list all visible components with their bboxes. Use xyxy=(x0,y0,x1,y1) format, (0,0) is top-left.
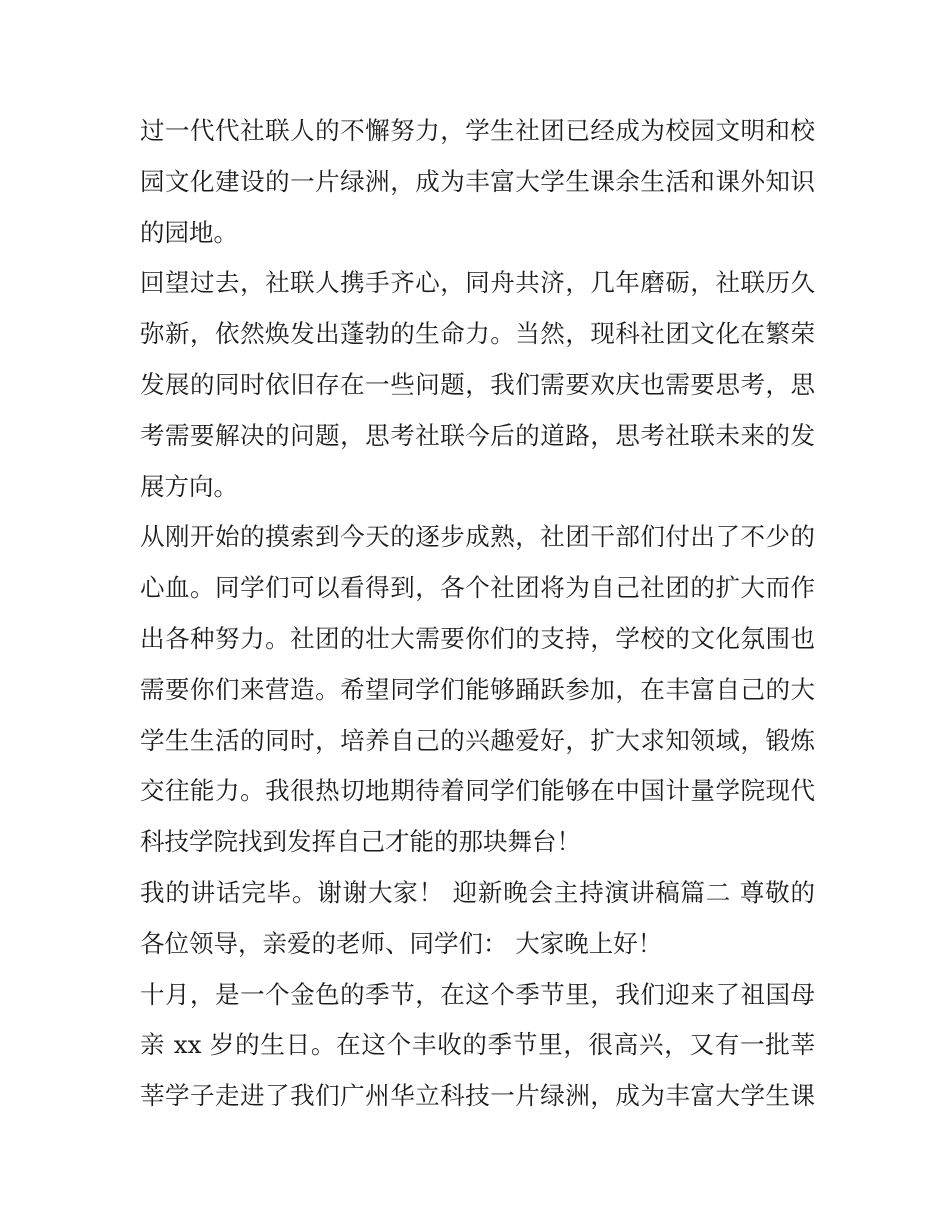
text-line: 十月，是一个金色的季节，在这个季节里，我们迎来了祖国母 xyxy=(140,979,815,1009)
text-line: 过一代代社联人的不懈努力，学生社团已经成为校园文明和校 xyxy=(140,116,815,145)
text-line: 展方向。 xyxy=(140,471,238,501)
text-line: 回望过去，社联人携手齐心，同舟共济，几年磨砺，社联历久 xyxy=(140,268,815,298)
text-line: 发展的同时依旧存在一些问题，我们需要欢庆也需要思考，思 xyxy=(140,369,815,399)
text-line: 心血。同学们可以看得到，各个社团将为自己社团的扩大而作 xyxy=(140,573,815,603)
paragraph xyxy=(140,258,815,512)
document-body xyxy=(140,106,815,1122)
paragraph xyxy=(140,512,815,868)
text-line: 各位领导，亲爱的老师、同学们： 大家晚上好！ xyxy=(140,928,663,958)
text-line: 莘学子走进了我们广州华立科技一片绿洲，成为丰富大学生课 xyxy=(140,1081,815,1111)
text-line: 学生生活的同时，培养自己的兴趣爱好，扩大求知领域，锻炼 xyxy=(140,725,815,755)
text-line: 的园地。 xyxy=(140,217,238,247)
text-line: 科技学院找到发挥自己才能的那块舞台！ xyxy=(140,827,581,857)
text-line: 交往能力。我很热切地期待着同学们能够在中国计量学院现代 xyxy=(140,776,815,806)
text-line: 需要你们来营造。希望同学们能够踊跃参加，在丰富自己的大 xyxy=(140,674,815,704)
text-line: 考需要解决的问题，思考社联今后的道路，思考社联未来的发 xyxy=(140,420,815,450)
text-line: 出各种努力。社团的壮大需要你们的支持，学校的文化氛围也 xyxy=(140,623,815,653)
text-line: 我的讲话完毕。谢谢大家！ 迎新晚会主持演讲稿篇二 尊敬的 xyxy=(140,877,815,907)
paragraph xyxy=(140,106,815,258)
text-line: 从刚开始的摸索到今天的逐步成熟，社团干部们付出了不少的 xyxy=(140,522,815,552)
text-line: 弥新，依然焕发出蓬勃的生命力。当然，现科社团文化在繁荣 xyxy=(140,319,815,349)
text-line: 亲 xx 岁的生日。在这个丰收的季节里，很高兴，又有一批莘 xyxy=(140,1030,815,1060)
text-line: 园文化建设的一片绿洲，成为丰富大学生课余生活和课外知识 xyxy=(140,166,815,196)
paragraph xyxy=(140,970,815,1122)
paragraph xyxy=(140,868,815,970)
